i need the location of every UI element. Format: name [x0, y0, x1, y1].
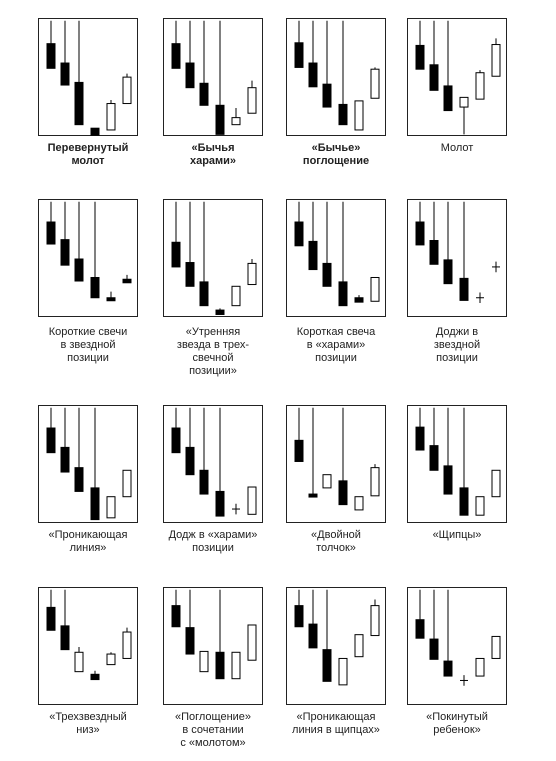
bullish-candle — [123, 470, 131, 496]
bearish-candle — [172, 21, 180, 69]
pattern-panel — [163, 405, 263, 523]
pattern-panel — [407, 587, 507, 705]
bearish-candle — [444, 590, 452, 676]
bullish-candle — [323, 475, 331, 488]
bullish-candle — [371, 67, 379, 98]
bearish-candle — [75, 202, 83, 281]
bearish-candle — [309, 590, 317, 648]
pattern-caption: «Щипцы» — [432, 529, 482, 541]
bullish-candle — [355, 635, 363, 657]
pattern-caption: «Бычье» поглощение — [302, 142, 370, 167]
bearish-candle — [216, 308, 224, 314]
bearish-candle — [355, 295, 363, 302]
bullish-candle — [492, 636, 500, 658]
bearish-candle — [460, 408, 468, 515]
candlestick-chart — [39, 19, 137, 135]
bearish-candle — [444, 408, 452, 494]
pattern-panel — [286, 18, 386, 136]
candlestick-chart — [39, 406, 137, 522]
pattern-panel — [407, 199, 507, 317]
bullish-candle — [248, 81, 256, 114]
bearish-candle — [186, 202, 194, 287]
bullish-candle — [371, 599, 379, 635]
candlestick-chart — [164, 19, 262, 135]
bearish-candle — [91, 202, 99, 298]
bearish-candle — [323, 590, 331, 682]
pattern-panel — [163, 587, 263, 705]
bearish-candle — [200, 408, 208, 494]
bearish-candle — [47, 21, 55, 69]
pattern-caption: «Трехзвездный низ» — [49, 711, 127, 736]
candlestick-chart — [287, 200, 385, 316]
bearish-candle — [460, 202, 468, 301]
pattern-panel — [407, 405, 507, 523]
candlestick-chart — [164, 200, 262, 316]
bearish-candle — [172, 590, 180, 627]
bullish-candle — [371, 464, 379, 496]
bearish-candle — [339, 21, 347, 125]
bearish-candle — [339, 202, 347, 306]
bearish-candle — [295, 408, 303, 462]
doji-candle — [232, 504, 240, 515]
bearish-candle — [416, 408, 424, 450]
bearish-candle — [216, 21, 224, 135]
bullish-candle — [476, 658, 484, 676]
pattern-caption: Доджи в звездной позиции — [433, 326, 481, 364]
bearish-candle — [339, 408, 347, 505]
pattern-panel — [38, 587, 138, 705]
bullish-candle — [232, 108, 240, 125]
pattern-caption: Короткая свеча в «харами» позиции — [296, 326, 376, 364]
bullish-candle — [248, 259, 256, 285]
pattern-panel — [407, 18, 507, 136]
bearish-candle — [200, 21, 208, 106]
pattern-caption: Додж в «харами» позиции — [168, 529, 258, 554]
bearish-candle — [61, 408, 69, 472]
pattern-panel — [286, 405, 386, 523]
pattern-panel — [38, 18, 138, 136]
bearish-candle — [186, 21, 194, 88]
bearish-candle — [295, 202, 303, 246]
pattern-caption: «Утренняя звезда в трех- свечной позиции» — [176, 326, 250, 377]
candlestick-chart — [164, 406, 262, 522]
pattern-caption: «Бычья харами» — [189, 142, 237, 167]
bearish-candle — [172, 202, 180, 267]
pattern-caption: «Проникающая линия в щипцах» — [292, 711, 380, 736]
pattern-caption: Перевернутый молот — [47, 142, 129, 167]
bullish-candle — [355, 101, 363, 130]
bullish-candle — [248, 487, 256, 514]
bearish-candle — [430, 202, 438, 265]
bearish-candle — [295, 590, 303, 627]
bearish-candle — [123, 275, 131, 283]
bearish-candle — [430, 590, 438, 660]
bearish-candle — [91, 128, 99, 135]
bearish-candle — [107, 292, 115, 301]
doji-candle — [492, 262, 500, 273]
bullish-candle — [476, 70, 484, 99]
bearish-candle — [61, 590, 69, 650]
bearish-candle — [216, 408, 224, 516]
bearish-candle — [216, 590, 224, 679]
candlestick-chart — [39, 200, 137, 316]
bearish-candle — [172, 408, 180, 453]
bearish-candle — [323, 202, 331, 287]
pattern-caption: «Проникающая линия» — [48, 529, 128, 554]
pattern-panel — [163, 18, 263, 136]
bullish-candle — [460, 97, 468, 134]
candlestick-chart — [287, 19, 385, 135]
bullish-candle — [107, 652, 115, 664]
bullish-candle — [107, 100, 115, 130]
bullish-candle — [492, 470, 500, 496]
bearish-candle — [47, 202, 55, 244]
candlestick-chart — [408, 19, 506, 135]
bearish-candle — [200, 202, 208, 306]
pattern-panel — [163, 199, 263, 317]
bullish-candle — [75, 647, 83, 672]
bearish-candle — [416, 21, 424, 69]
bullish-candle — [107, 497, 115, 518]
bullish-candle — [123, 74, 131, 104]
bullish-candle — [248, 625, 256, 660]
bearish-candle — [430, 408, 438, 471]
candlestick-chart — [408, 200, 506, 316]
bearish-candle — [416, 590, 424, 638]
bullish-candle — [339, 658, 347, 684]
pattern-caption: Молот — [440, 142, 474, 154]
bearish-candle — [295, 21, 303, 68]
bearish-candle — [47, 590, 55, 631]
candlestick-chart — [164, 588, 262, 704]
candlestick-chart — [287, 588, 385, 704]
bullish-candle — [492, 38, 500, 76]
bearish-candle — [309, 202, 317, 270]
bullish-candle — [232, 286, 240, 305]
bearish-candle — [323, 21, 331, 107]
bearish-candle — [444, 202, 452, 284]
bearish-candle — [444, 21, 452, 111]
bearish-candle — [416, 202, 424, 245]
bearish-candle — [61, 21, 69, 85]
bullish-candle — [123, 628, 131, 659]
bullish-candle — [232, 652, 240, 678]
bearish-candle — [309, 21, 317, 87]
pattern-caption: «Поглощение» в сочетании с «молотом» — [174, 711, 252, 749]
pattern-panel — [286, 199, 386, 317]
bearish-candle — [75, 408, 83, 492]
bearish-candle — [91, 408, 99, 520]
bearish-candle — [186, 408, 194, 475]
pattern-panel — [38, 199, 138, 317]
pattern-caption: «Покинутый ребенок» — [426, 711, 488, 736]
doji-candle — [460, 675, 468, 686]
bearish-candle — [186, 590, 194, 654]
pattern-caption: «Двойной толчок» — [311, 529, 361, 554]
candlestick-chart — [408, 588, 506, 704]
bullish-candle — [371, 277, 379, 301]
bullish-candle — [476, 497, 484, 515]
bearish-candle — [430, 21, 438, 91]
bullish-candle — [355, 497, 363, 510]
candlestick-chart — [287, 406, 385, 522]
candlestick-chart — [39, 588, 137, 704]
bullish-candle — [200, 651, 208, 671]
doji-candle — [476, 292, 484, 303]
bearish-candle — [91, 671, 99, 680]
candlestick-chart — [408, 406, 506, 522]
pattern-panel — [286, 587, 386, 705]
bearish-candle — [75, 21, 83, 125]
bearish-candle — [61, 202, 69, 265]
pattern-panel — [38, 405, 138, 523]
bearish-candle — [309, 408, 317, 497]
pattern-caption: Короткие свечи в звездной позиции — [48, 326, 128, 364]
bearish-candle — [47, 408, 55, 453]
